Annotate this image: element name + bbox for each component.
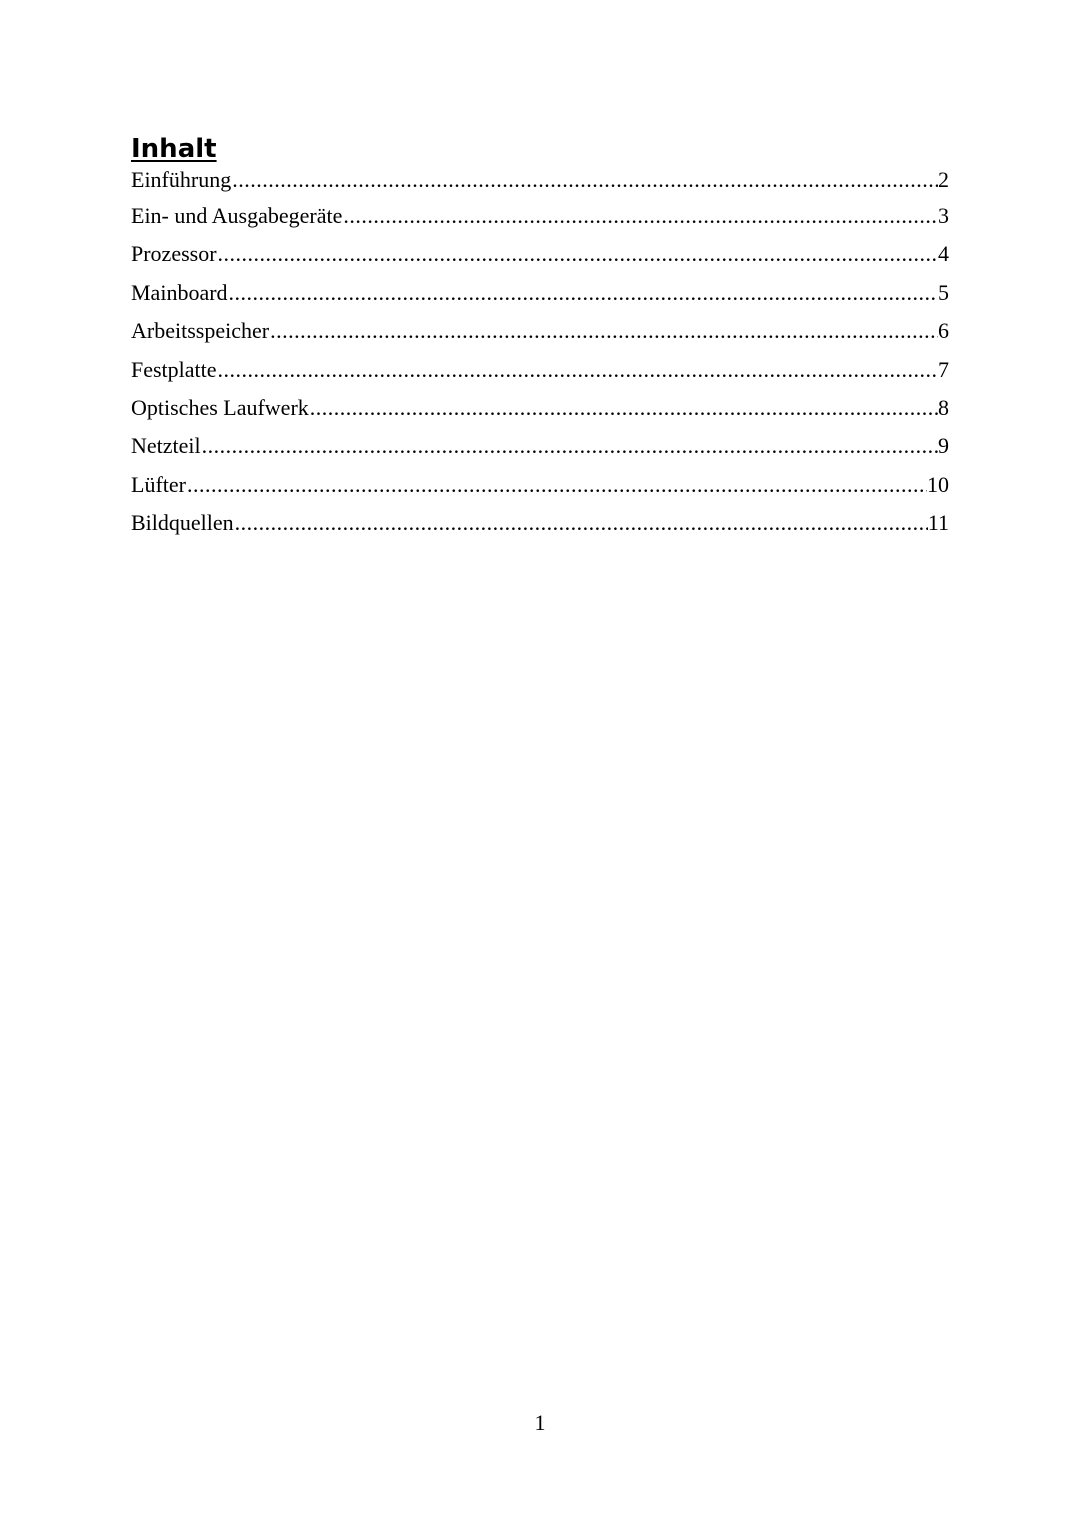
toc-entry-label: Mainboard: [131, 280, 228, 305]
toc-entry-page: 6: [938, 319, 949, 344]
toc-entry-label: Netzteil: [131, 434, 201, 459]
table-of-contents: [131, 132, 949, 550]
toc-entry[interactable]: [131, 434, 949, 472]
toc-entry[interactable]: [131, 511, 949, 549]
toc-entry[interactable]: [131, 358, 949, 396]
toc-heading: Inhalt: [131, 134, 217, 164]
page-number: 1: [534, 1410, 546, 1435]
toc-entry-label: Arbeitsspeicher: [131, 319, 270, 344]
toc-entry[interactable]: [131, 168, 949, 204]
toc-entry-label: Einführung: [131, 168, 232, 192]
toc-entry-label: Prozessor: [131, 242, 217, 267]
toc-entry-label: Bildquellen: [131, 511, 234, 536]
toc-entry-label: Festplatte: [131, 357, 217, 382]
toc-entry-label: Optisches Laufwerk: [131, 395, 309, 420]
toc-entry[interactable]: [131, 242, 949, 280]
dot-leader: [235, 511, 928, 535]
toc-entry[interactable]: [131, 204, 949, 242]
toc-entry-page: 7: [938, 357, 949, 382]
toc-entry[interactable]: [131, 396, 949, 434]
toc-list: [131, 168, 949, 550]
dot-leader: [310, 396, 938, 420]
toc-entry[interactable]: [131, 319, 949, 357]
toc-entry-page: 4: [938, 242, 949, 267]
toc-entry-label: Lüfter: [131, 472, 186, 497]
dot-leader: [343, 204, 938, 228]
dot-leader: [218, 242, 938, 266]
toc-entry-label: Ein- und Ausgabegeräte: [131, 204, 343, 228]
dot-leader: [218, 358, 938, 382]
toc-entry-page: 9: [938, 434, 949, 459]
toc-entry[interactable]: [131, 281, 949, 319]
dot-leader: [187, 473, 927, 497]
toc-entry[interactable]: [131, 473, 949, 511]
toc-entry-page: 10: [927, 472, 949, 497]
toc-entry-page: 11: [927, 511, 949, 536]
toc-entry-page: 5: [938, 280, 949, 305]
toc-entry-page: 3: [938, 204, 949, 228]
toc-entry-page: 8: [938, 395, 949, 420]
dot-leader: [270, 319, 938, 343]
toc-entry-page: 2: [938, 168, 949, 192]
dot-leader: [232, 168, 938, 192]
dot-leader: [229, 281, 938, 305]
dot-leader: [202, 434, 938, 458]
